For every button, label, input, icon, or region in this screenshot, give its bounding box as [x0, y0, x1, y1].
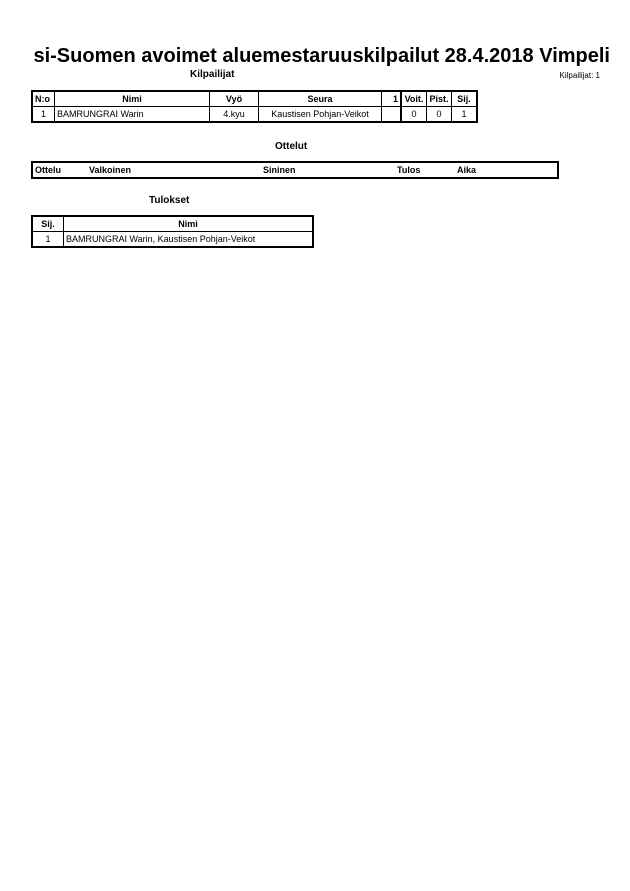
competitors-header-row [32, 91, 477, 107]
table-row [32, 107, 477, 123]
col-name: Nimi [55, 91, 210, 107]
col-result-place: Sij. [32, 216, 64, 232]
col-points: Pist. [427, 91, 452, 107]
col-result: Tulos [397, 165, 421, 175]
col-match: Ottelu [35, 165, 61, 175]
competitor-wins: 0 [401, 107, 427, 123]
col-blue: Sininen [263, 165, 296, 175]
col-no: N:o [32, 91, 55, 107]
competitor-belt: 4.kyu [210, 107, 259, 123]
matches-section-title: Ottelut [275, 141, 308, 152]
results-table [31, 215, 314, 248]
competitor-name: BAMRUNGRAI Warin [55, 107, 210, 123]
result-name: BAMRUNGRAI Warin, Kaustisen Pohjan-Veikot [64, 232, 314, 248]
col-white: Valkoinen [89, 165, 132, 175]
competitor-club: Kaustisen Pohjan-Veikot [259, 107, 382, 123]
results-header-row [32, 216, 313, 232]
page-title: si-Suomen avoimet aluemestaruuskilpailut 28.4.2018 Vimpeli [33, 45, 610, 67]
competitor-no: 1 [32, 107, 55, 123]
col-match-1: 1 [382, 91, 402, 107]
competitors-section-title: Kilpailijat [190, 69, 235, 80]
col-wins: Voit. [401, 91, 427, 107]
result-place: 1 [32, 232, 64, 248]
participant-count: Kilpailijat: 1 [559, 71, 600, 80]
col-club: Seura [259, 91, 382, 107]
results-section-title: Tulokset [149, 195, 190, 206]
competitor-match-1 [382, 107, 402, 123]
competitor-points: 0 [427, 107, 452, 123]
competitor-place: 1 [452, 107, 478, 123]
col-place: Sij. [452, 91, 478, 107]
col-result-name: Nimi [64, 216, 314, 232]
matches-header-row [32, 162, 558, 178]
table-row [32, 232, 313, 248]
competitors-table [31, 90, 478, 123]
col-time: Aika [457, 165, 477, 175]
matches-table [31, 161, 559, 179]
col-belt: Vyö [210, 91, 259, 107]
